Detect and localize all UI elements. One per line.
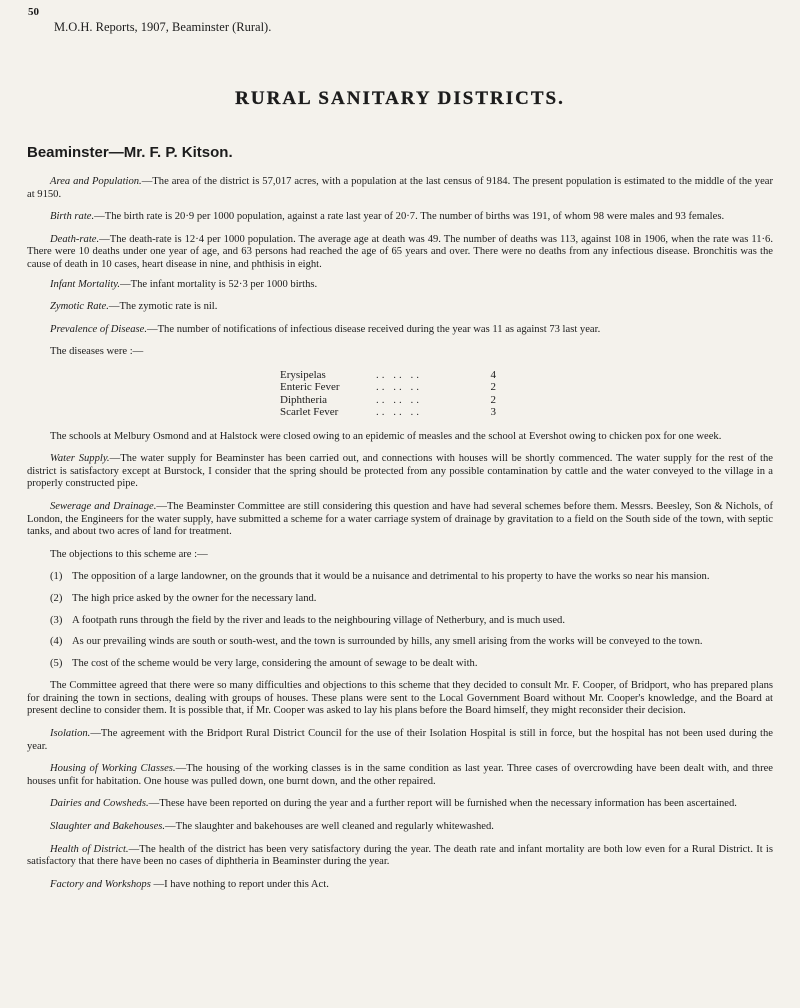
objections-intro: The objections to this scheme are :—	[50, 548, 208, 560]
disease-count: 3	[490, 406, 496, 419]
paragraph-text: —The number of notifications of infectious disease received during the year was 11 as against 73 last year.	[146, 323, 601, 335]
diseases-table	[280, 369, 496, 419]
paragraph-text: —The water supply for Beaminster has been carried out, and connections with houses will be shortly commenced. The water supply for the rest of the district is satisfactory except at Burstock, I consider that the spring should be protected from any possible contamination by cattle and the water conveyed to the village in a properly constructed pipe.	[27, 453, 773, 490]
paragraph-dairies	[27, 798, 773, 811]
objection-item	[50, 636, 773, 649]
paragraph-text: —The slaughter and bakehouses are well cleaned and regularly whitewashed.	[165, 821, 494, 833]
paragraph-heading: Death-rate.	[50, 233, 100, 245]
paragraph-schools: The schools at Melbury Osmond and at Halstock were closed owing to an epidemic of measles and the school at Evershot owing to chicken pox for one week.	[50, 430, 722, 442]
paragraph-water-supply	[27, 453, 773, 491]
district-heading: Beaminster—Mr. F. P. Kitson.	[27, 144, 233, 161]
paragraph-heading: Water Supply.	[50, 453, 110, 465]
disease-name: Erysipelas	[280, 368, 326, 381]
paragraph-committee: The Committee agreed that there were so many difficulties and objections to this scheme that they decided to consult Mr. F. Cooper, of Bridport, who has prepared plans for draining the town in sections, dealing with groups of houses. These plans were sent to the Local Government Board without Mr. Cooper's knowledge, and the Board at present decline to consider them. It is possible that, if Mr. Cooper was asked to lay his plans before the Board himself, they might reconsider their decision.	[27, 680, 773, 717]
paragraph-health	[27, 844, 773, 869]
paragraph-heading: Isolation.	[50, 728, 91, 740]
objection-number: (1)	[50, 571, 63, 583]
objection-item	[50, 615, 773, 628]
paragraph-text: —The agreement with the Bridport Rural District Council for the use of their Isolation Hospital is still in force, but the hospital has not been used during the year.	[27, 728, 773, 752]
paragraph-zymotic-rate	[27, 301, 773, 314]
objection-item	[50, 593, 773, 606]
objection-text: The high price asked by the owner for the necessary land.	[72, 592, 317, 604]
paragraph-text: —The Beaminster Committee are still considering this question and have had several schemes before them. Messrs. Beesley, Son & Nichols, of London, the Engineers for the water supply, have submitted a scheme for a water carriage system of drainage by gravitation to a field on the South side of the town, with septic tanks, and about two acres of land for treatment.	[27, 500, 773, 538]
paragraph-area	[27, 176, 773, 201]
disease-count: 2	[490, 393, 496, 406]
disease-name: Enteric Fever	[280, 381, 340, 394]
paragraph-text: —These have been reported on during the year and a further report will be furnished when the necessary information has been ascertained.	[148, 798, 737, 810]
table-row	[280, 369, 496, 381]
report-body	[27, 176, 773, 901]
objection-text: The opposition of a large landowner, on the grounds that it would be a nuisance and detrimental to his property to have the works so near his mansion.	[72, 571, 710, 583]
paragraph-text: —I have nothing to report under this Act.	[150, 878, 329, 890]
paragraph-heading: Birth rate.	[50, 211, 95, 223]
leader-dots: .. .. ..	[376, 406, 422, 419]
objection-number: (2)	[50, 592, 63, 604]
paragraph-birth-rate	[27, 211, 773, 224]
objection-item	[50, 571, 773, 584]
disease-count: 2	[490, 381, 496, 394]
paragraph-text: —The birth rate is 20·9 per 1000 population, against a rate last year of 20·7. The number of births was 191, of whom 98 were males and 93 females.	[94, 211, 725, 223]
paragraph-text: —The zymotic rate is nil.	[108, 301, 218, 313]
objection-text: A footpath runs through the field by the river and leads to the neighbouring village of Netherbury, and is much used.	[72, 614, 565, 626]
paragraph-heading: Housing of Working Classes.	[50, 763, 176, 775]
objection-text: The cost of the scheme would be very large, considering the amount of sewage to be dealt with.	[72, 657, 478, 669]
paragraph-heading: Health of District.	[50, 843, 129, 855]
paragraph-text: —The area of the district is 57,017 acres, with a population at the last census of 9184. The present population is estimated to the middle of the year at 9150.	[27, 176, 773, 200]
paragraph-heading: Factory and Workshops	[50, 878, 151, 890]
objection-number: (3)	[50, 614, 63, 626]
paragraph-housing	[27, 763, 773, 788]
paragraph-text: —The health of the district has been very satisfactory during the year. The death rate and infant mortality are both low even for a Rural District. It is satisfactory that there have been no cases of diphtheria in Beaminster during the year.	[27, 843, 773, 868]
paragraph-heading: Slaughter and Bakehouses.	[50, 821, 166, 833]
paragraph-death-rate	[27, 234, 773, 272]
leader-dots: .. .. ..	[376, 368, 422, 381]
objection-text: As our prevailing winds are south or south-west, and the town is surrounded by hills, any smell arising from the works will be conveyed to the town.	[72, 636, 703, 648]
leader-dots: .. .. ..	[376, 393, 422, 406]
running-head: M.O.H. Reports, 1907, Beaminster (Rural).	[54, 20, 272, 34]
paragraph-heading: Area and Population.	[50, 176, 142, 187]
section-title: RURAL SANITARY DISTRICTS.	[235, 88, 565, 109]
paragraph-heading: Prevalence of Disease.	[50, 323, 147, 335]
page-number: 50	[28, 6, 39, 18]
paragraph-factory	[27, 879, 773, 892]
paragraph-isolation	[27, 728, 773, 753]
objection-item	[50, 658, 773, 671]
paragraph-text: —The housing of the working classes is in the same condition as last year. Three cases of overcrowding have been dealt with, and three houses unfit for habitation. One house was pulled down, one burnt down, and the other repaired.	[27, 763, 773, 787]
table-row	[280, 394, 496, 406]
paragraph-heading: Dairies and Cowsheds.	[50, 798, 149, 810]
disease-name: Diphtheria	[280, 393, 328, 406]
paragraph-heading: Infant Mortality.	[50, 278, 121, 290]
paragraph-text: —The infant mortality is 52·3 per 1000 births.	[120, 278, 318, 290]
paragraph-heading: Zymotic Rate.	[50, 301, 109, 313]
paragraph-sewerage	[27, 501, 773, 539]
leader-dots: .. .. ..	[376, 381, 422, 394]
disease-name: Scarlet Fever	[280, 406, 339, 419]
diseases-intro: The diseases were :—	[50, 346, 144, 358]
table-row	[280, 406, 496, 418]
paragraph-heading: Sewerage and Drainage.	[50, 500, 157, 512]
objection-number: (4)	[50, 636, 63, 648]
paragraph-infant-mortality	[27, 279, 773, 292]
paragraph-prevalence	[27, 324, 773, 337]
paragraph-text: —The death-rate is 12·4 per 1000 population. The average age at death was 49. The number of deaths was 113, against 108 in 1906, when the rate was 11·6. There were 10 deaths under one year of age, and 63 persons had reached the age of 65 years and over. There were no deaths from any infectious disease. Bronchitis was the cause of death in 10 cases, heart disease in nine, and phthisis in eight.	[27, 233, 773, 270]
disease-count: 4	[490, 368, 496, 381]
objection-number: (5)	[50, 657, 63, 669]
paragraph-slaughter	[27, 821, 773, 834]
table-row	[280, 381, 496, 393]
